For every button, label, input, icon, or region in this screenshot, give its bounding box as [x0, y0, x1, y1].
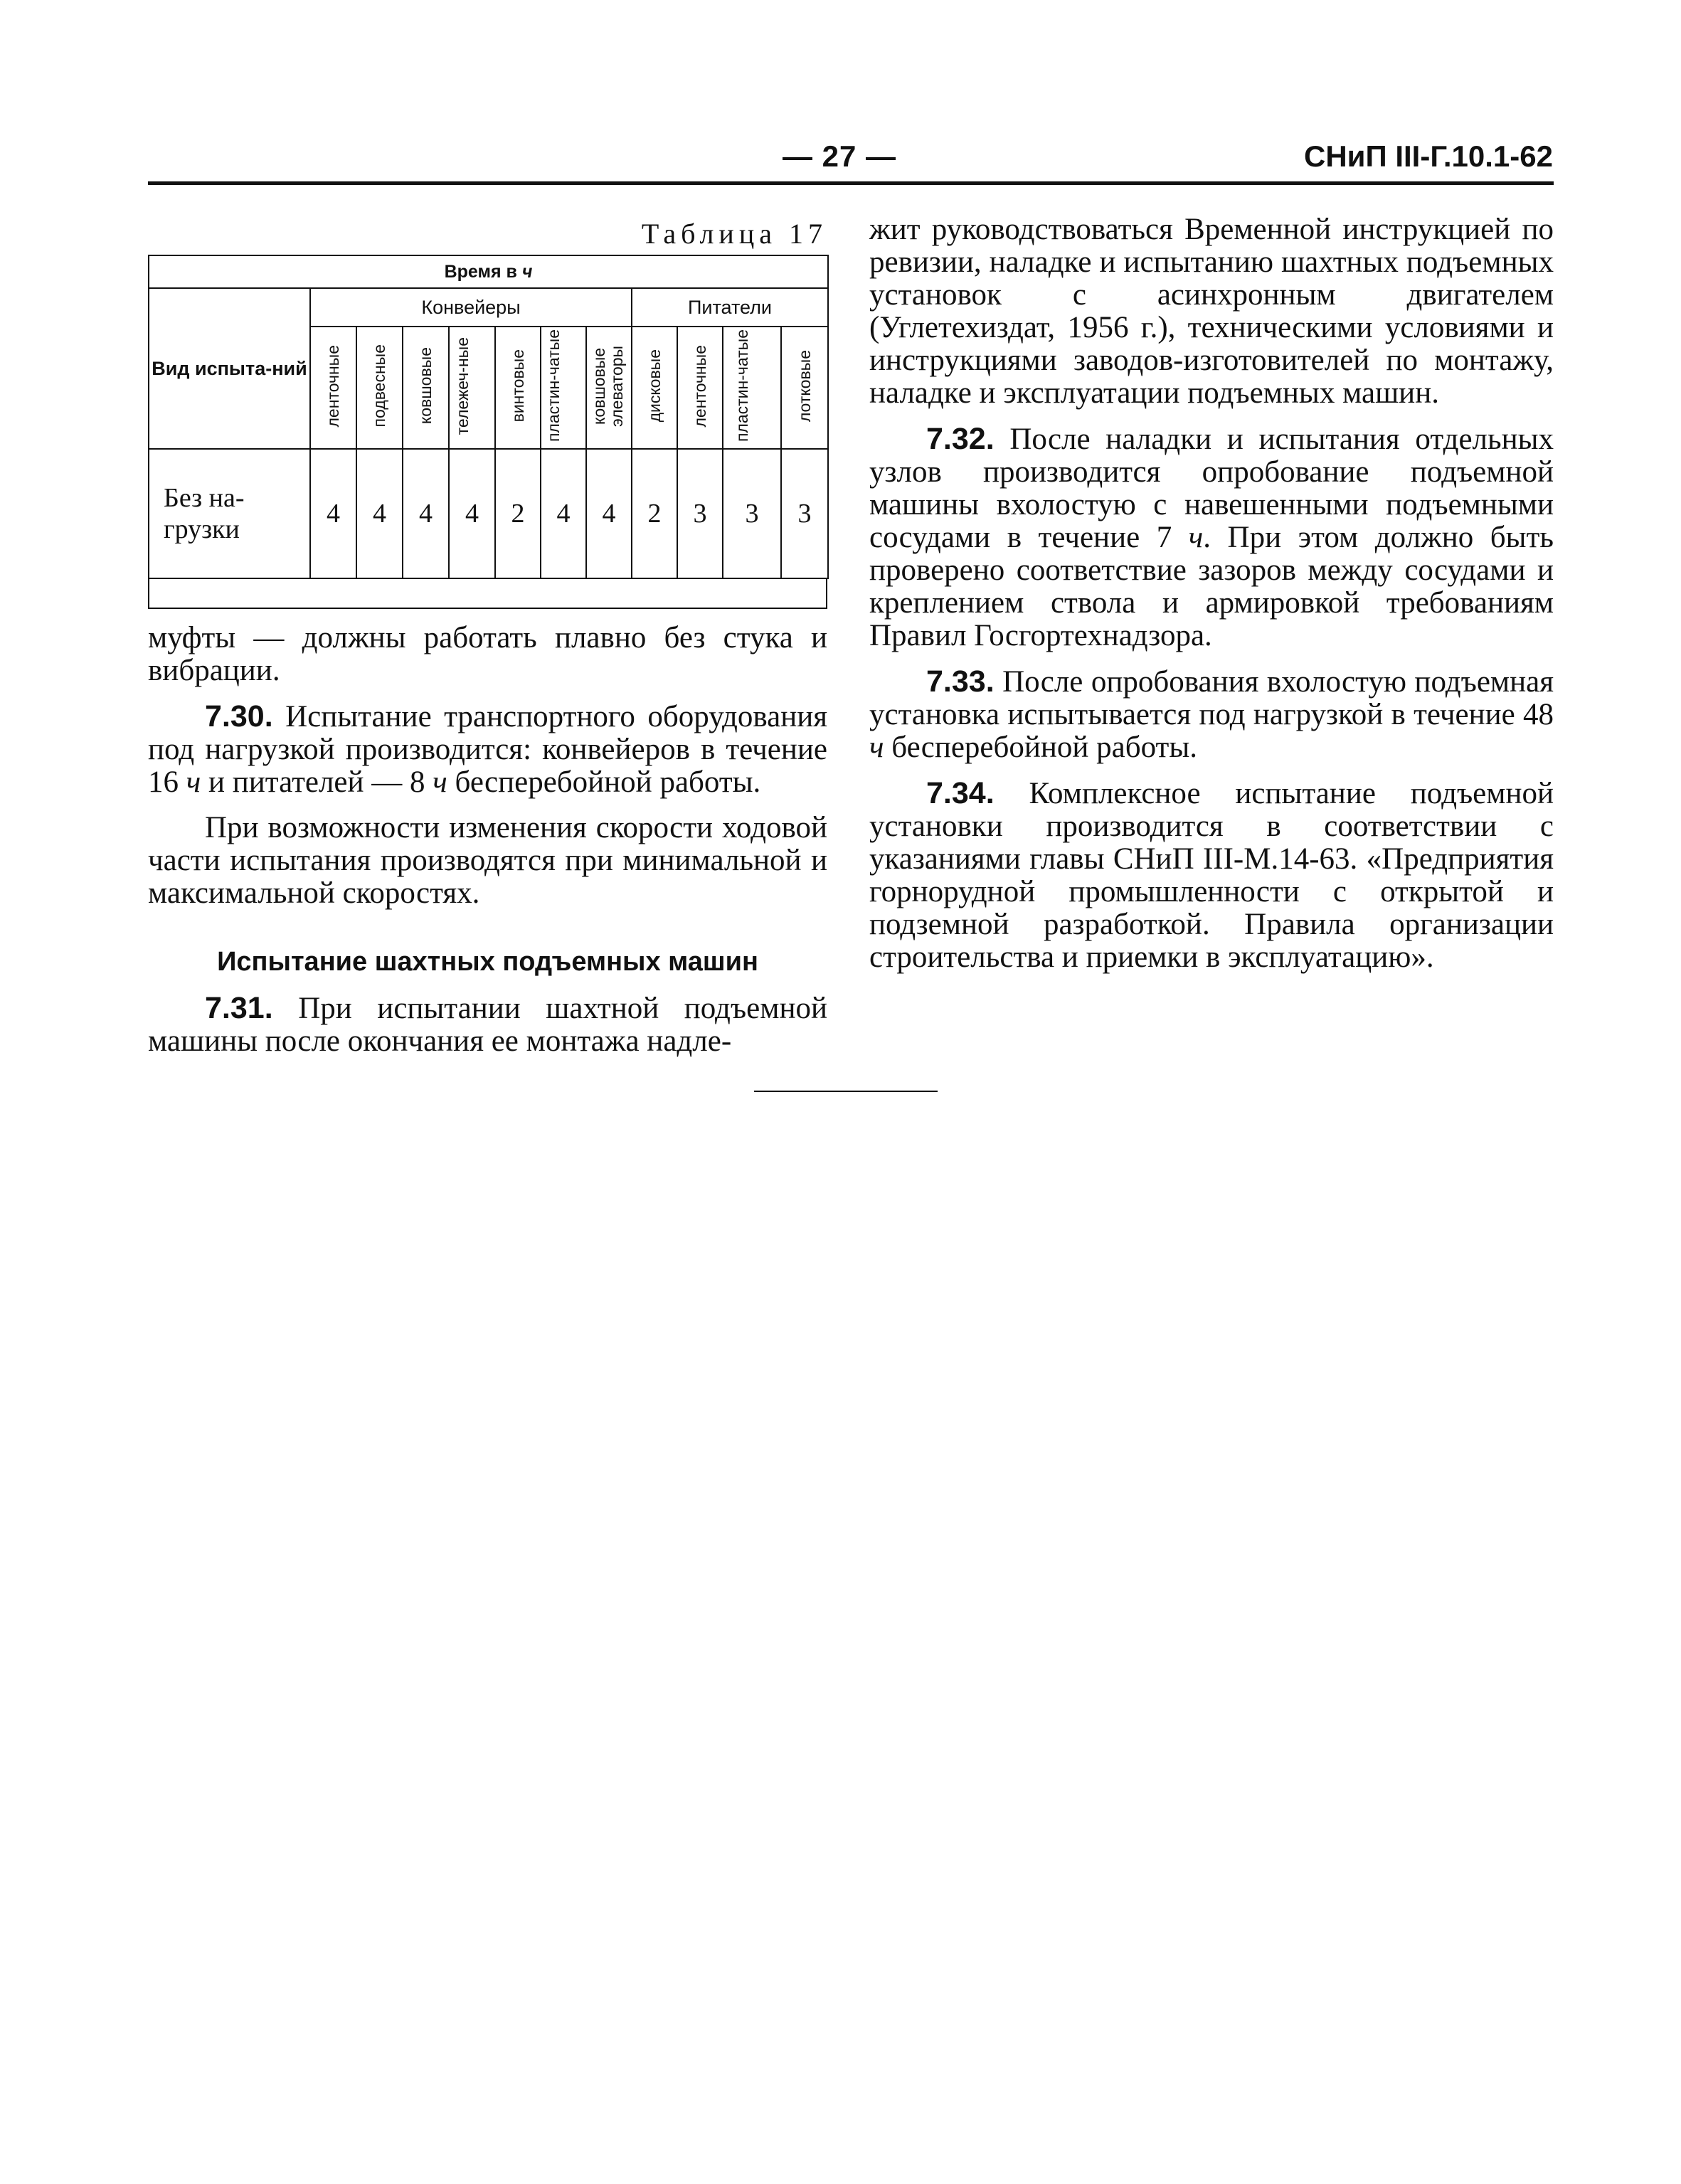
category-header — [723, 327, 781, 449]
table-cell: 4 — [310, 449, 356, 578]
item-number: 7.32. — [926, 422, 995, 456]
category-header — [677, 327, 723, 449]
category-label: винтовые — [508, 349, 527, 423]
paragraph-7-30 — [148, 700, 827, 799]
category-header — [586, 327, 632, 449]
table-caption: Таблица 17 — [641, 218, 827, 250]
group-conveyors: Конвейеры — [310, 288, 632, 327]
section-heading: Испытание шахтных подъемных машин — [217, 947, 758, 977]
item-number: 7.30. — [205, 699, 273, 733]
unit-hours: ч — [1188, 521, 1204, 554]
paragraph-text: бесперебойной работы. — [447, 765, 761, 799]
test-duration-table — [148, 255, 829, 579]
table-cell: 3 — [677, 449, 723, 578]
paragraph-couplings: муфты — должны работать плавно без стука и вибрации. — [148, 621, 827, 687]
table-cell: 4 — [449, 449, 495, 578]
paragraph-7-31 — [148, 992, 827, 1058]
table-cell: 2 — [632, 449, 677, 578]
table-cell: 4 — [403, 449, 449, 578]
category-header — [310, 327, 356, 449]
paragraph-text: При испытании шахтной подъемной машины после окончания ее монтажа надле- — [148, 992, 827, 1058]
category-label: дисковые — [645, 349, 664, 423]
category-header — [495, 327, 541, 449]
category-label: ковшовые элеваторы — [590, 345, 626, 427]
table-cell: 4 — [586, 449, 632, 578]
category-header — [449, 327, 495, 449]
item-number: 7.31. — [205, 991, 273, 1025]
paragraph-text: бесперебойной работы. — [884, 731, 1197, 764]
unit-hours: ч — [186, 765, 201, 799]
end-rule — [754, 1091, 938, 1092]
paragraph-text: После опробования вхолостую подъемная установка испытывается под нагрузкой в течение 48 — [869, 665, 1554, 731]
item-number: 7.33. — [926, 664, 995, 699]
category-label: ковшовые — [416, 347, 435, 425]
category-label: пластин-чатые — [544, 329, 563, 442]
time-header — [149, 255, 828, 288]
table-cell: 4 — [356, 449, 403, 578]
category-label: пластин-чатые — [733, 329, 751, 442]
paragraph-text: После наладки и испытания отдельных узлов производится опробование подъемной машины вхолостую с навешенными подъемными сосудами в течение 7 — [869, 423, 1554, 554]
table-cell: 3 — [723, 449, 781, 578]
paragraph-7-33 — [869, 665, 1554, 764]
row-label-header: Вид испыта-ний — [149, 288, 310, 449]
category-label: лотковые — [795, 349, 814, 423]
unit-hours: ч — [869, 731, 884, 764]
category-header — [403, 327, 449, 449]
document-code: СНиП III-Г.10.1-62 — [1303, 139, 1553, 173]
table-row — [149, 449, 828, 578]
paragraph-text: . При этом должно быть проверено соответствие зазоров между сосудами и креплением ствола и армировкой требованиям Правил Госгортехнадзора. — [869, 521, 1554, 652]
category-header — [541, 327, 586, 449]
category-label: ленточные — [324, 344, 342, 428]
paragraph-text: и питателей — 8 — [201, 765, 433, 799]
paragraph-7-31-continued: жит руководствоваться Временной инструкцией по ревизии, наладке и испытанию шахтных подъемных установок с асинхронным двигателем (Углетехиздат, 1956 г.), техническими условиями и инструкциями заводов-изготовителей по монтажу, наладке и эксплуатации подъемных машин. — [869, 213, 1554, 410]
category-header — [781, 327, 828, 449]
paragraph-speed: При возможности изменения скорости ходовой части испытания производятся при минимальной и максимальной скоростях. — [148, 811, 827, 910]
time-unit: ч — [521, 261, 533, 282]
unit-hours: ч — [433, 765, 447, 799]
table-cell: 3 — [781, 449, 828, 578]
item-number: 7.34. — [926, 776, 995, 810]
row-name: Без на-грузки — [149, 449, 310, 578]
right-column — [869, 213, 1554, 974]
table-bottom-border — [148, 579, 827, 609]
category-label: тележеч-ные — [452, 336, 472, 435]
paragraph-text: Испытание транспортного оборудования под нагрузкой производится: конвейеров в течение 16 — [148, 700, 827, 799]
time-header-label: Время в — [444, 261, 517, 282]
paragraph-7-34 — [869, 777, 1554, 974]
paragraph-7-32 — [869, 423, 1554, 652]
category-header — [632, 327, 677, 449]
category-label: ленточные — [690, 344, 709, 428]
table-cell: 4 — [541, 449, 586, 578]
page-number: — 27 — — [783, 139, 897, 173]
category-label: подвесные — [370, 344, 388, 428]
paragraph-text: Комплексное испытание подъемной установки производится в соответствии с указаниями главы СНиП III-М.14-63. «Предприятия горнорудной промышленности с открытой и подземной разработкой. Правила организации строительства и приемки в эксплуатацию». — [869, 777, 1554, 974]
table-cell: 2 — [495, 449, 541, 578]
group-feeders: Питатели — [632, 288, 828, 327]
category-header — [356, 327, 403, 449]
header-rule — [148, 181, 1554, 185]
left-column — [148, 213, 827, 1058]
